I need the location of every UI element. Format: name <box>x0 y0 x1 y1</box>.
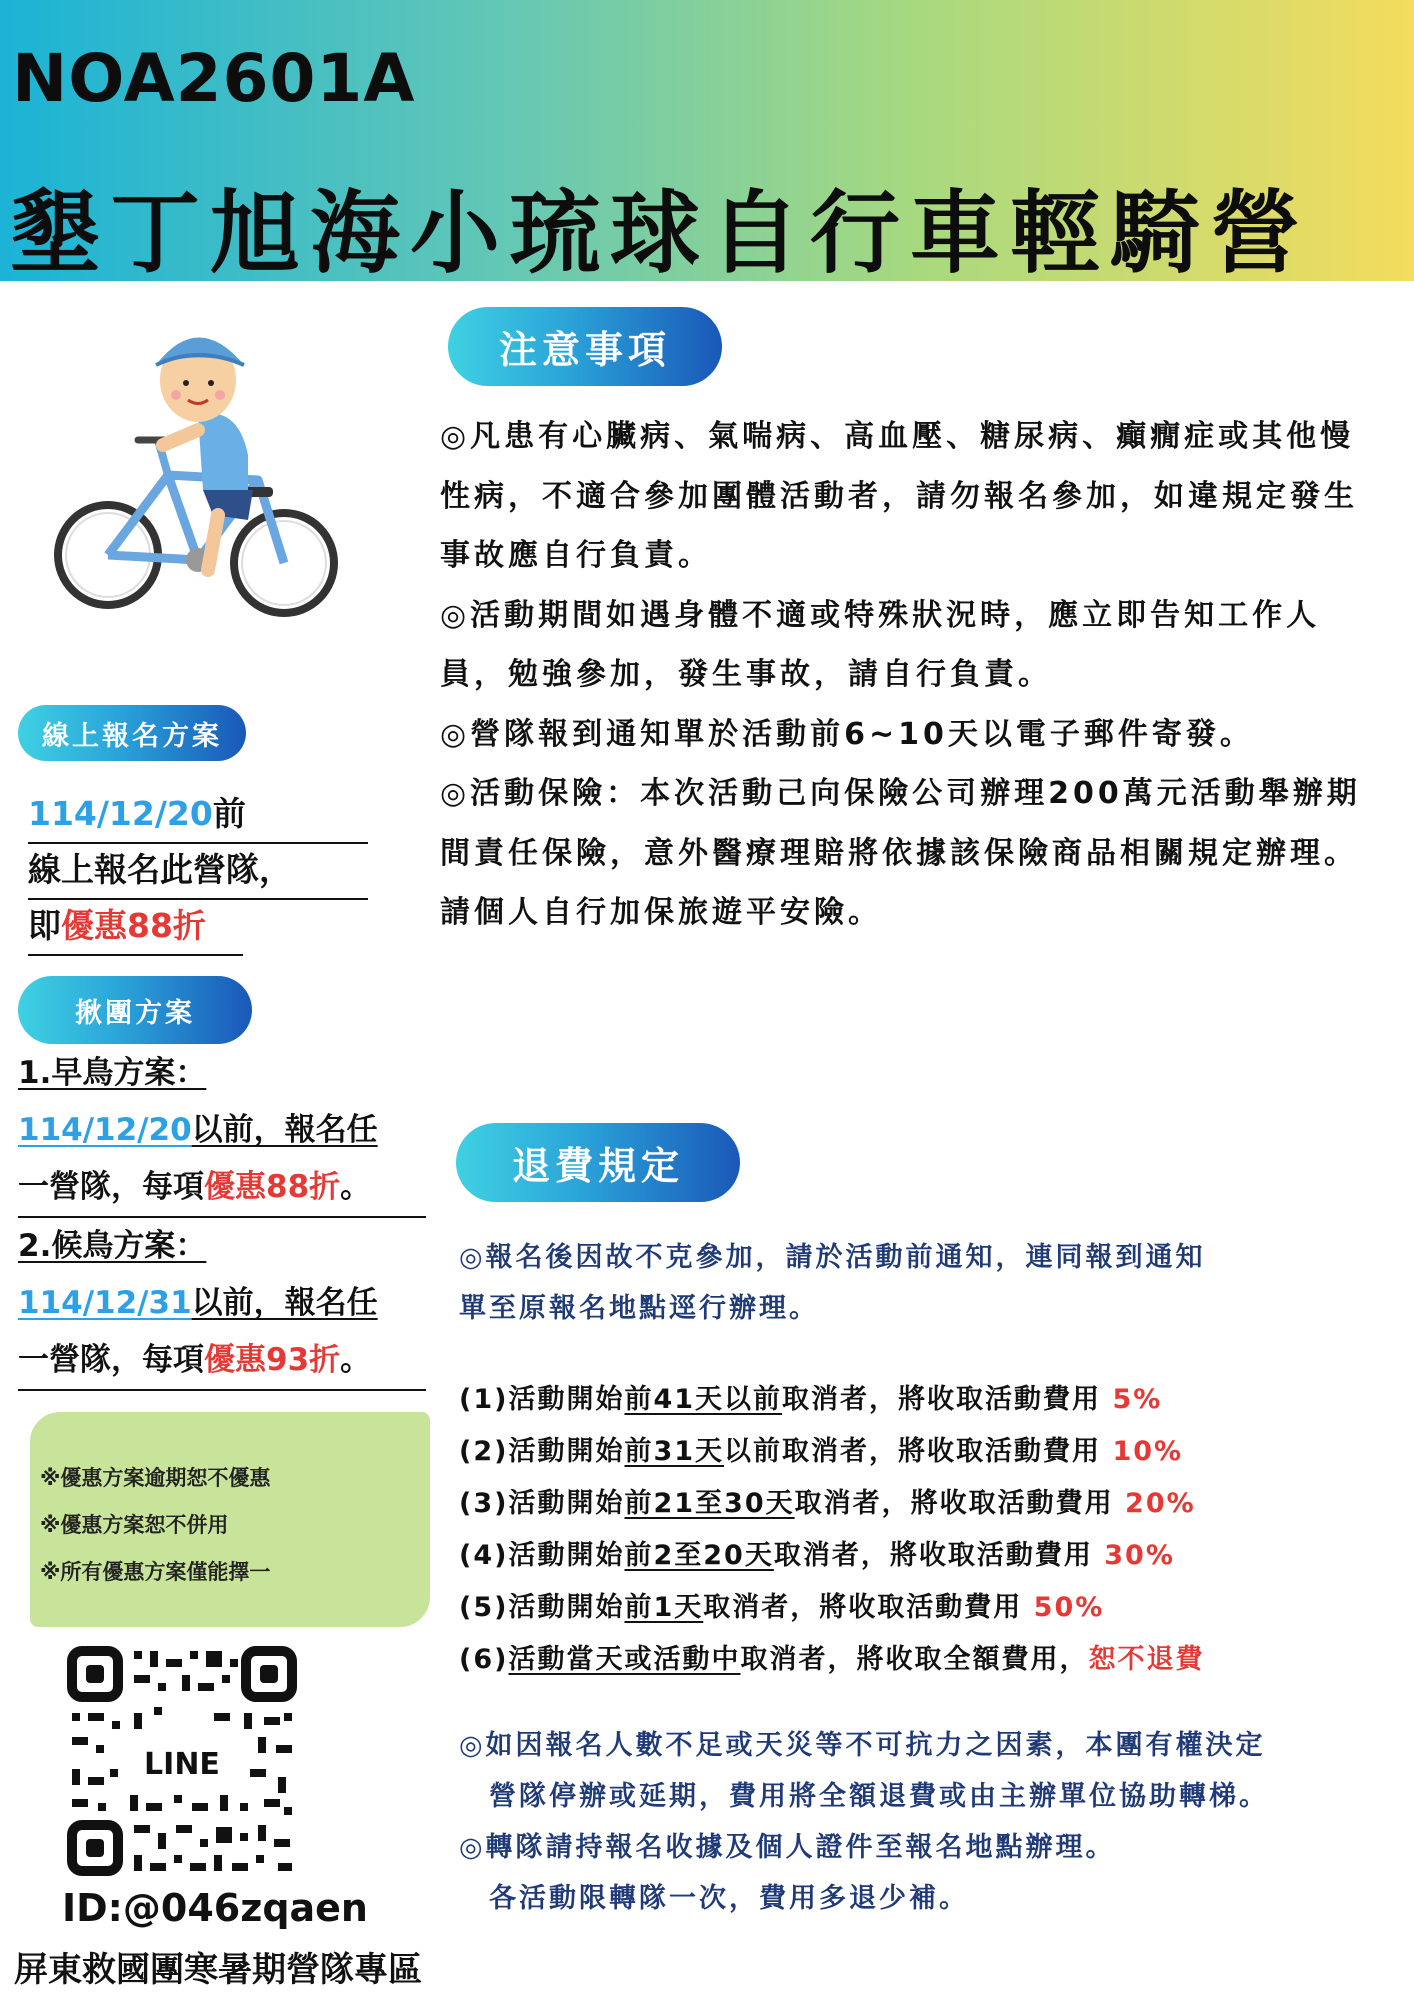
refund-intro-line: ◎報名後因故不克參加，請於活動前通知，連同報到通知 <box>459 1242 1206 1273</box>
footer-title: 屏東救國團寒暑期營隊專區 <box>14 1950 422 1990</box>
late-date: 114/12/31 <box>18 1285 192 1321</box>
rule-suffix: 取消者，將收取活動費用 <box>782 1384 1113 1415</box>
refund-rule <box>459 1374 1389 1426</box>
early-discount: 優惠88折 <box>204 1169 341 1205</box>
rule-suffix: 取消者，將收取活動費用 <box>794 1488 1126 1519</box>
discount-notes <box>40 1455 270 1596</box>
refund-rule <box>459 1426 1389 1478</box>
rule-prefix: (2)活動開始 <box>459 1436 625 1467</box>
online-before: 前 <box>212 794 246 833</box>
rule-percent: 5% <box>1112 1384 1163 1415</box>
group-plan-heading: 揪團方案 <box>18 976 252 1044</box>
notice-heading: 注意事項 <box>448 307 722 386</box>
rule-percent: 10% <box>1112 1436 1184 1467</box>
rule-percent: 恕不退費 <box>1088 1644 1205 1675</box>
rule-suffix: 取消者，將收取活動費用 <box>703 1592 1034 1623</box>
late-end: 。 <box>340 1342 372 1378</box>
refund-note: 營隊停辦或延期，費用將全額退費或由主辦單位協助轉梯。 <box>459 1781 1269 1812</box>
refund-rule <box>459 1478 1389 1530</box>
notice-paragraph: ◎活動保險：本次活動己向保險公司辦理200萬元活動舉辦期間責任保險，意外醫療理賠將依據該保險商品相關規定辦理。 <box>440 776 1361 871</box>
refund-intro <box>459 1232 1389 1334</box>
late-title-text: 2.候鳥方案： <box>18 1228 207 1264</box>
rule-percent: 30% <box>1104 1540 1175 1571</box>
notice-paragraph: ◎活動期間如遇身體不適或特殊狀況時，應立即告知工作人員，勉強參加，發生事故，請自行負責。 <box>440 597 1321 692</box>
late-bird-line-3 <box>18 1332 426 1391</box>
rule-suffix: 取消者，將收取活動費用 <box>773 1540 1105 1571</box>
refund-rule <box>459 1634 1389 1686</box>
late-discount: 優惠93折 <box>204 1342 341 1378</box>
early-bird-title <box>18 1045 428 1102</box>
notice-paragraph: ◎凡患有心臟病、氣喘病、高血壓、糖尿病、癲癇症或其他慢性病，不適合參加團體活動者，請勿報名參加，如違規定發生事故應自行負責。 <box>440 419 1358 573</box>
refund-rule <box>459 1582 1389 1634</box>
early-line3: 一營隊，每項 <box>18 1169 204 1205</box>
online-plan-heading: 線上報名方案 <box>18 705 246 761</box>
refund-note: ◎轉隊請持報名收據及個人證件至報名地點辦理。 <box>459 1832 1116 1863</box>
rule-prefix: (1)活動開始 <box>459 1384 625 1415</box>
rule-period: 前41天以前 <box>624 1384 783 1415</box>
rule-suffix: 以前取消者，將收取活動費用 <box>724 1436 1113 1467</box>
group-plan-body <box>18 1045 428 1391</box>
refund-notes <box>459 1720 1389 1924</box>
discount-note: ※優惠方案逾期恕不優惠 <box>40 1466 271 1490</box>
early-mid: 以前，報名任 <box>191 1112 378 1148</box>
rule-prefix: (6) <box>459 1644 509 1675</box>
rule-percent: 20% <box>1125 1488 1196 1519</box>
notice-paragraph: 請個人自行加保旅遊平安險。 <box>440 895 882 930</box>
early-bird-line-3 <box>18 1159 426 1218</box>
refund-rule <box>459 1530 1389 1582</box>
rule-prefix: (3)活動開始 <box>459 1488 625 1519</box>
online-date-line <box>28 792 368 844</box>
refund-note: 各活動限轉隊一次，費用多退少補。 <box>459 1883 969 1914</box>
rule-percent: 50% <box>1033 1592 1105 1623</box>
late-bird-line <box>18 1275 428 1332</box>
rule-period: 活動當天或活動中 <box>508 1644 741 1675</box>
refund-rules-list <box>459 1374 1389 1686</box>
notice-body <box>440 407 1380 943</box>
early-date: 114/12/20 <box>18 1112 192 1148</box>
online-line-2: 線上報名此營隊， <box>28 848 368 900</box>
discount-note: ※優惠方案恕不併用 <box>40 1513 229 1537</box>
refund-heading: 退費規定 <box>456 1123 740 1202</box>
notice-paragraph: ◎營隊報到通知單於活動前6~10天以電子郵件寄發。 <box>440 716 1254 752</box>
rule-suffix: 取消者，將收取全額費用， <box>740 1644 1089 1675</box>
page-title: 墾丁旭海小琉球自行車輕騎營 <box>10 181 1310 286</box>
rule-period: 前21至30天 <box>624 1488 795 1519</box>
qr-line-label: LINE <box>144 1747 220 1782</box>
online-date: 114/12/20 <box>28 794 213 833</box>
rule-period: 前31天 <box>624 1436 725 1467</box>
early-title-text: 1.早鳥方案： <box>18 1055 207 1091</box>
line-qr-code[interactable] <box>64 1643 300 1879</box>
refund-intro-line: 單至原報名地點逕行辦理。 <box>459 1293 819 1324</box>
rule-period: 前2至20天 <box>624 1540 774 1571</box>
online-discount: 優惠88折 <box>61 906 206 945</box>
cyclist-illustration <box>48 305 348 630</box>
rule-period: 前1天 <box>624 1592 704 1623</box>
online-line-3 <box>28 904 243 956</box>
early-end: 。 <box>340 1169 372 1205</box>
discount-note: ※所有優惠方案僅能擇一 <box>40 1560 271 1584</box>
rule-prefix: (4)活動開始 <box>459 1540 625 1571</box>
late-line3: 一營隊，每項 <box>18 1342 204 1378</box>
late-bird-title <box>18 1218 428 1275</box>
online-plan-body <box>28 792 368 960</box>
rule-prefix: (5)活動開始 <box>459 1592 625 1623</box>
online-prefix: 即 <box>28 906 61 945</box>
late-mid: 以前，報名任 <box>191 1285 378 1321</box>
line-id: ID:@046zqaen <box>62 1886 368 1930</box>
camp-code: NOA2601A <box>12 40 416 117</box>
refund-note: ◎如因報名人數不足或天災等不可抗力之因素，本團有權決定 <box>459 1730 1266 1761</box>
early-bird-line <box>18 1102 428 1159</box>
